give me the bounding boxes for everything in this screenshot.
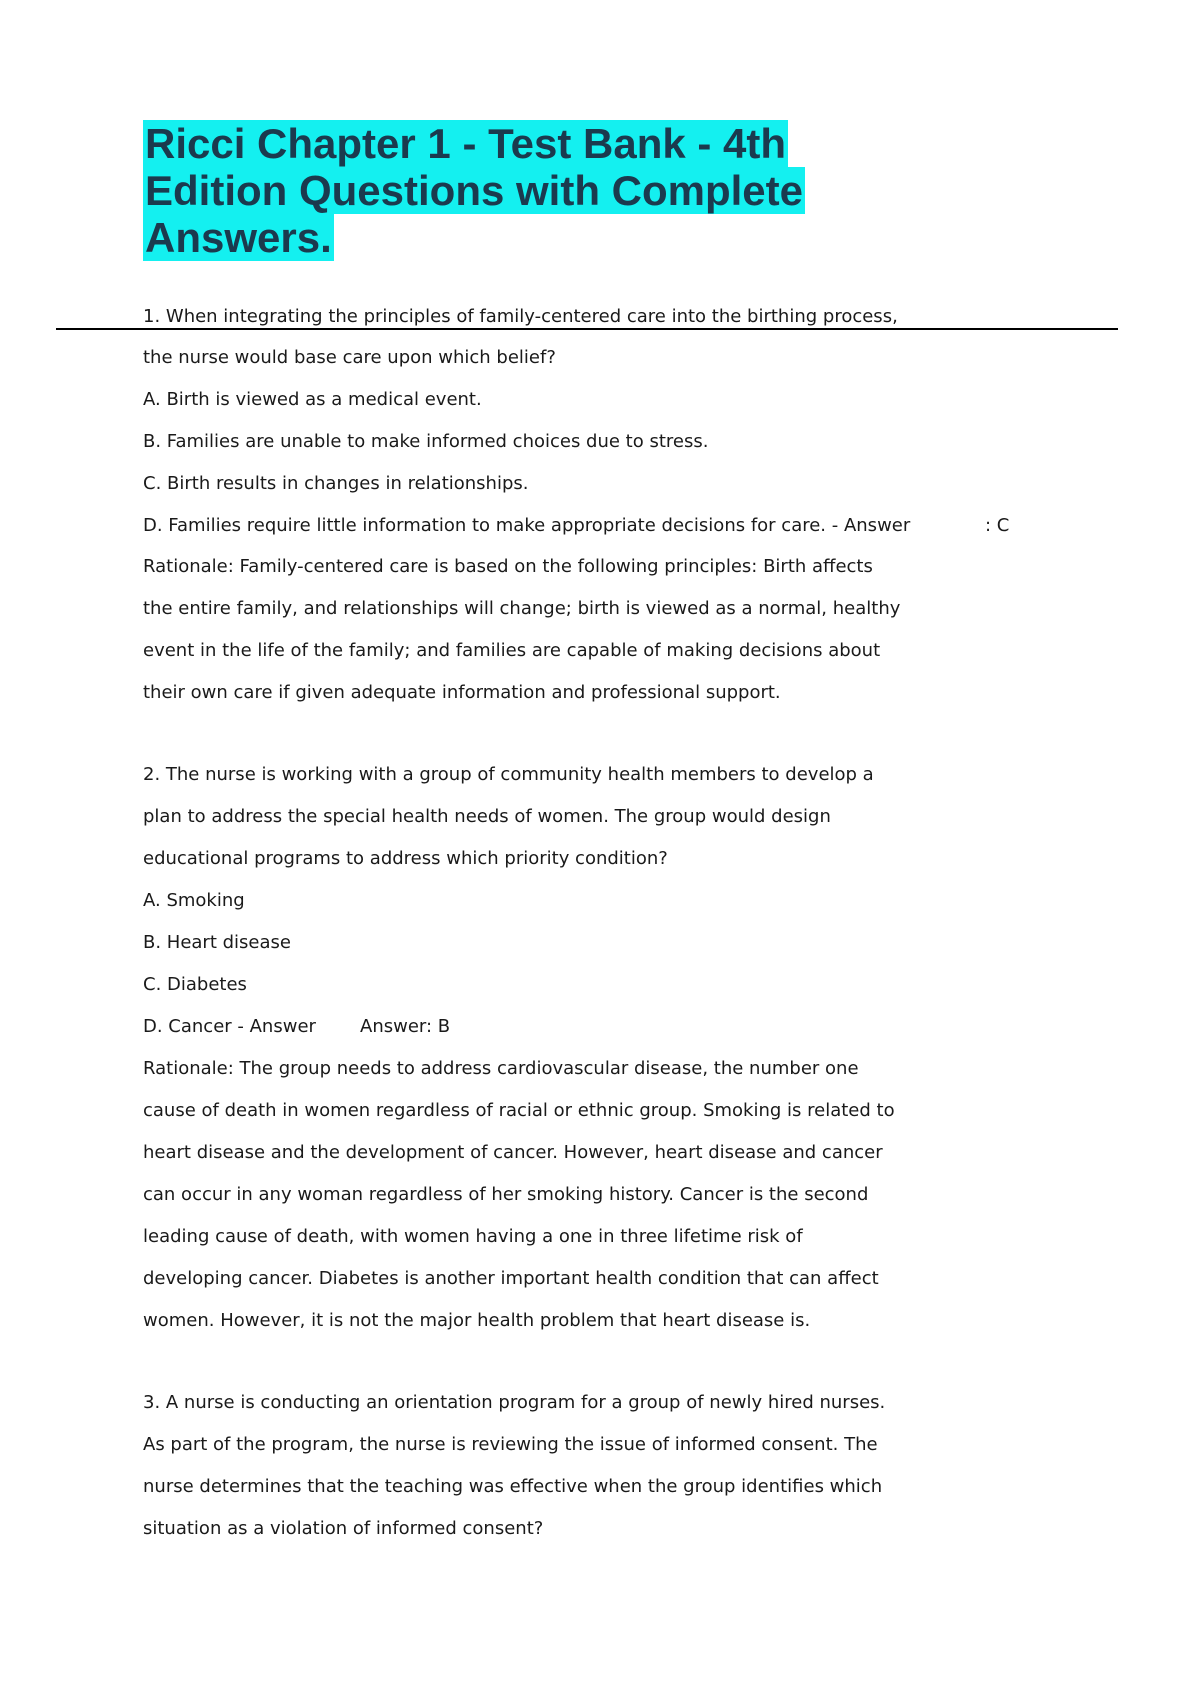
horizontal-rule [56, 328, 1118, 330]
question-2-rationale: can occur in any woman regardless of her smoking history. Cancer is the second [143, 1184, 869, 1205]
question-2-stem: plan to address the special health needs of women. The group would design [143, 806, 831, 827]
question-1-option-d: D. Families require little information to make appropriate decisions for care. - Answer [143, 515, 911, 536]
question-2-rationale: cause of death in women regardless of racial or ethnic group. Smoking is related to [143, 1100, 895, 1121]
question-2-rationale: leading cause of death, with women having a one in three lifetime risk of [143, 1226, 803, 1247]
question-2-stem: 2. The nurse is working with a group of community health members to develop a [143, 764, 874, 785]
document-title [143, 120, 903, 261]
question-1-answer: : C [985, 515, 1010, 536]
question-2-option-b: B. Heart disease [143, 932, 291, 953]
question-2-stem: educational programs to address which priority condition? [143, 848, 668, 869]
question-2-option-c: C. Diabetes [143, 974, 247, 995]
title-line: Answers. [145, 214, 332, 261]
question-3-stem: As part of the program, the nurse is reviewing the issue of informed consent. The [143, 1434, 878, 1455]
question-1-stem: 1. When integrating the principles of family-centered care into the birthing process, [143, 306, 898, 327]
question-1-option-b: B. Families are unable to make informed choices due to stress. [143, 431, 709, 452]
question-2-answer: Answer: B [360, 1016, 451, 1037]
question-2-rationale: Rationale: The group needs to address cardiovascular disease, the number one [143, 1058, 859, 1079]
question-2-rationale: women. However, it is not the major health problem that heart disease is. [143, 1310, 811, 1331]
question-1-rationale: their own care if given adequate information and professional support. [143, 682, 781, 703]
question-2-option-d: D. Cancer - Answer [143, 1016, 316, 1037]
title-line: Ricci Chapter 1 - Test Bank - 4th [145, 120, 787, 167]
question-3-stem: 3. A nurse is conducting an orientation program for a group of newly hired nurses. [143, 1392, 886, 1413]
title-line: Edition Questions with Complete [145, 167, 804, 214]
question-2-rationale: heart disease and the development of cancer. However, heart disease and cancer [143, 1142, 883, 1163]
question-2-rationale: developing cancer. Diabetes is another important health condition that can affect [143, 1268, 879, 1289]
question-1-rationale: Rationale: Family-centered care is based on the following principles: Birth affects [143, 556, 873, 577]
question-1-option-c: C. Birth results in changes in relationships. [143, 473, 529, 494]
question-1-stem: the nurse would base care upon which belief? [143, 347, 556, 368]
question-3-stem: nurse determines that the teaching was effective when the group identifies which [143, 1476, 883, 1497]
question-1-option-a: A. Birth is viewed as a medical event. [143, 389, 482, 410]
question-1-rationale: the entire family, and relationships will change; birth is viewed as a normal, healthy [143, 598, 901, 619]
question-1-rationale: event in the life of the family; and families are capable of making decisions about [143, 640, 881, 661]
question-3-stem: situation as a violation of informed consent? [143, 1518, 544, 1539]
question-2-option-a: A. Smoking [143, 890, 245, 911]
